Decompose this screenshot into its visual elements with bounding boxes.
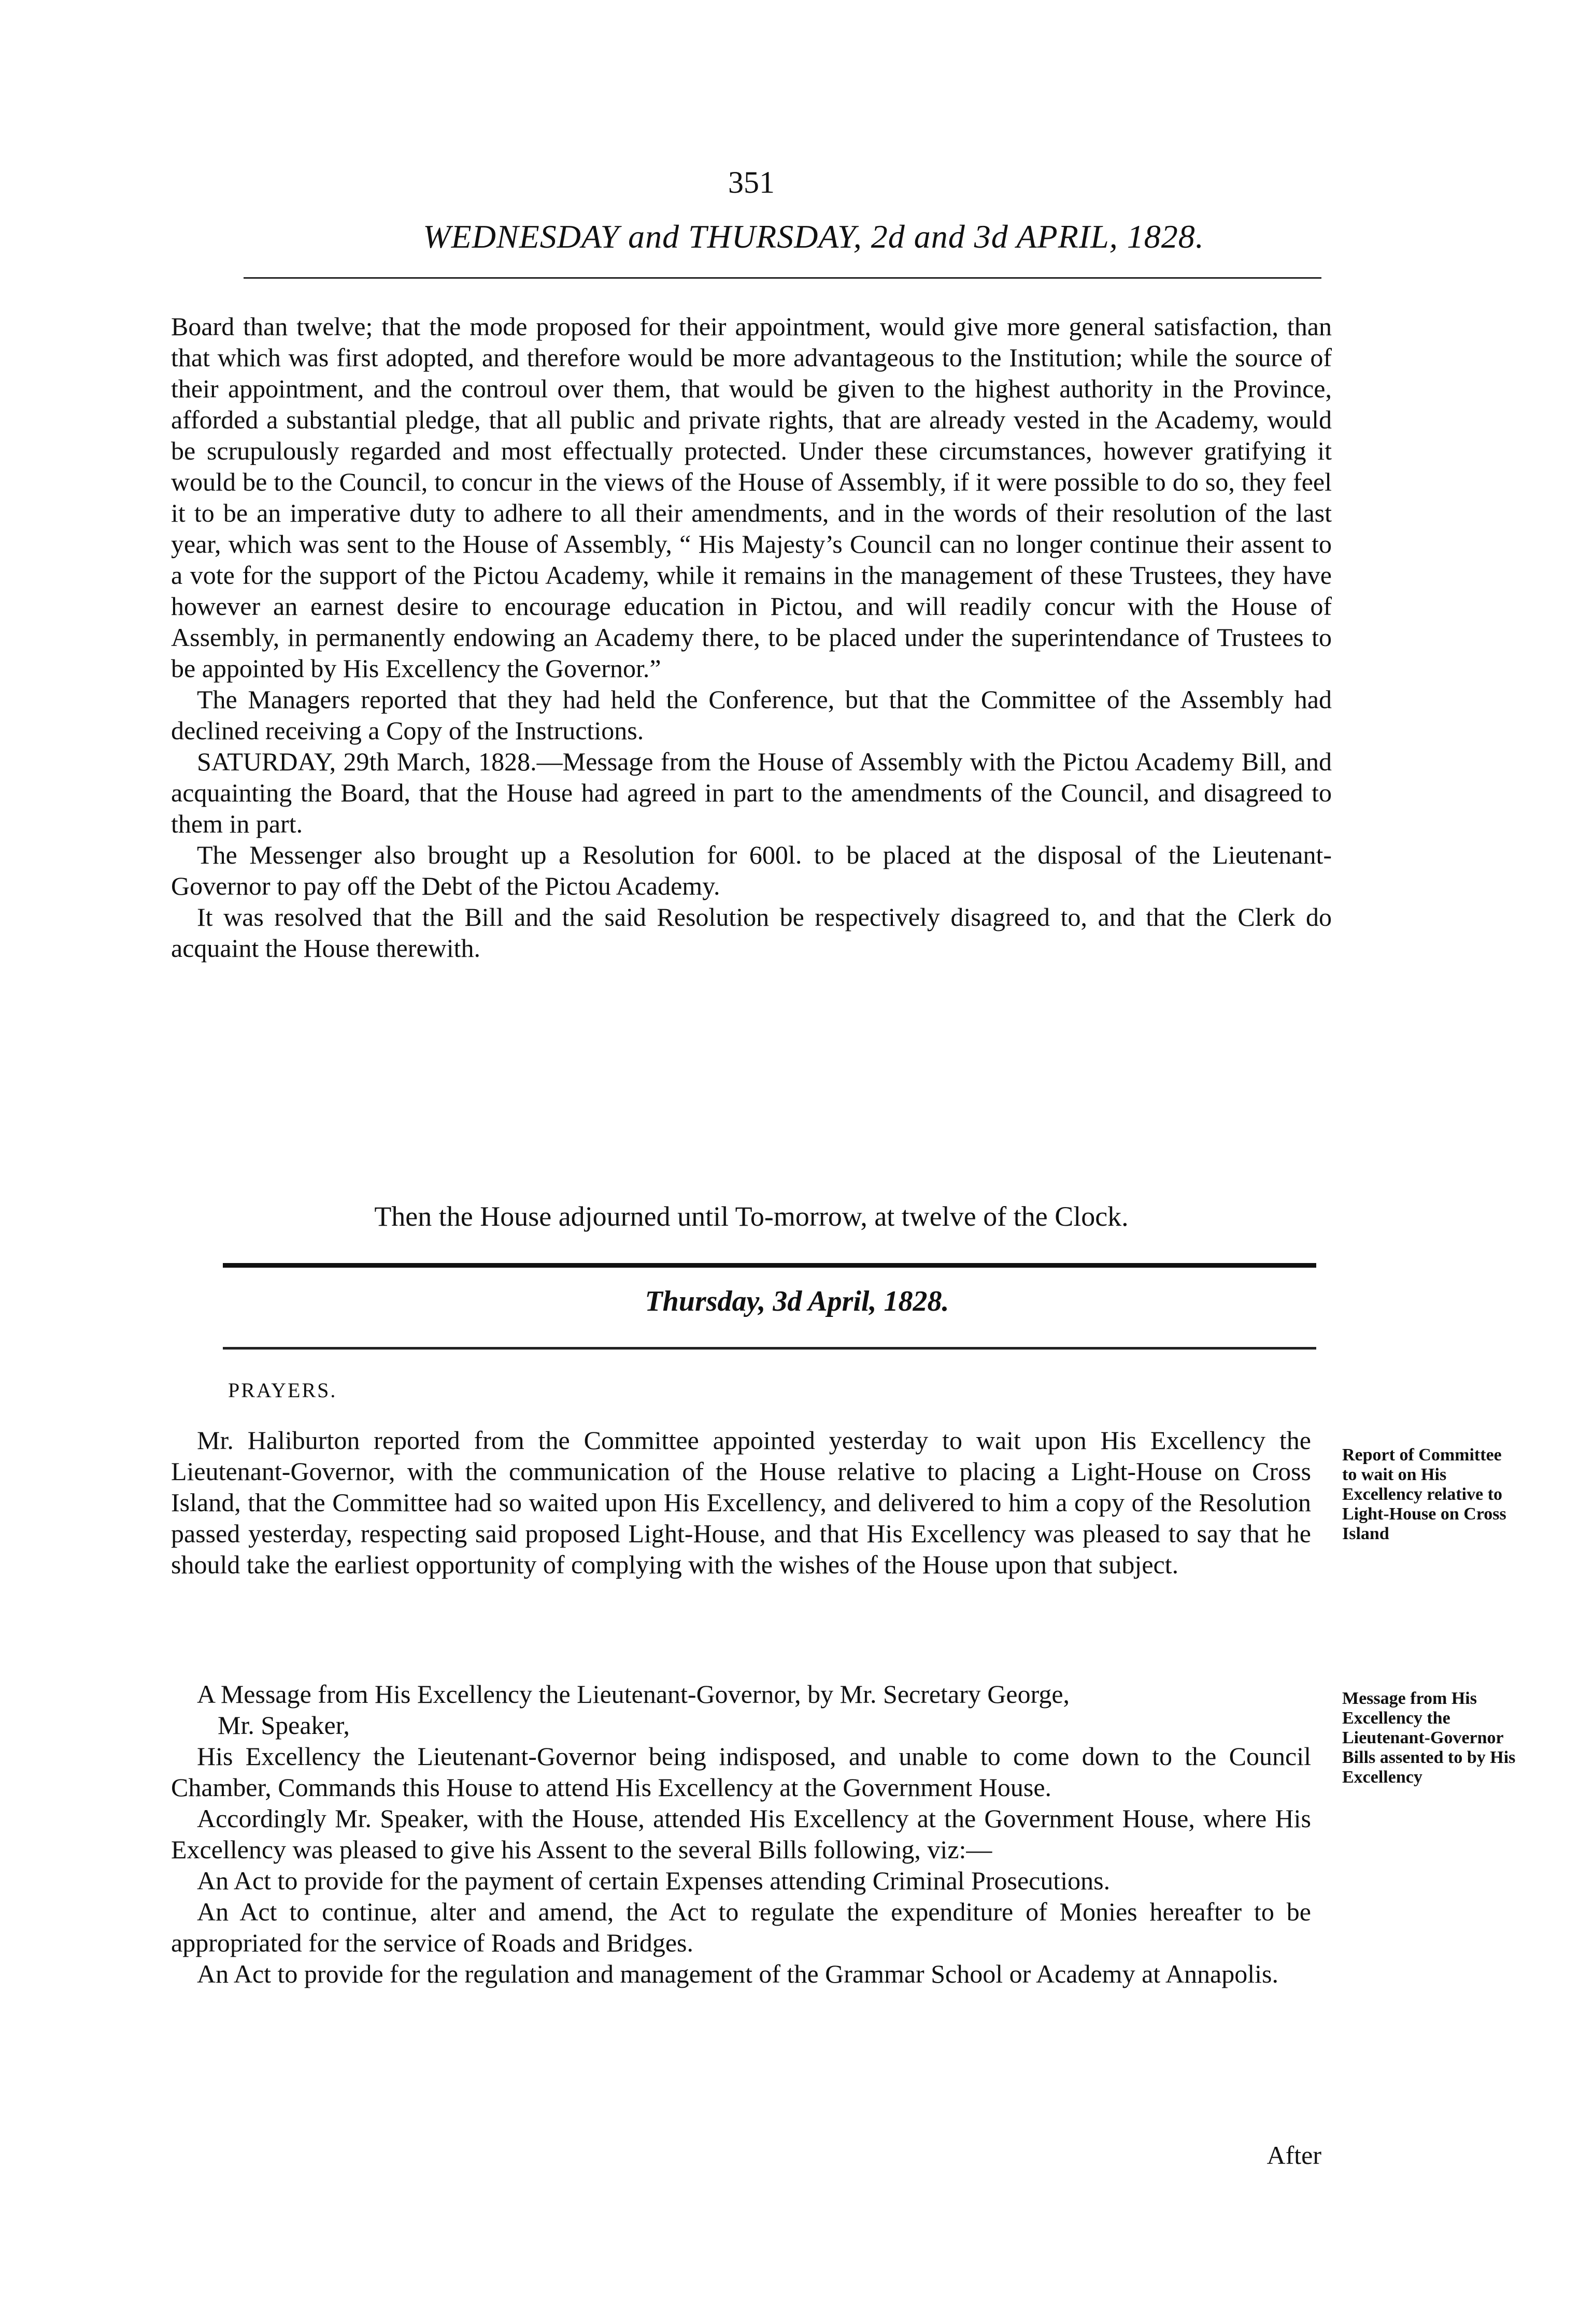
paragraph: An Act to continue, alter and amend, the Act to regulate the expenditure of Monies hereafter to be appropriated for the service of Roads and Bridges.	[171, 1897, 1311, 1957]
page-number: 351	[728, 165, 775, 199]
paragraph: Mr. Haliburton reported from the Committee appointed yesterday to wait upon His Excellency the Lieutenant-Governor, with the communication of the House relative to placing a Light-House on Cross Island, that the Committee had so waited upon His Excellency, and delivered to him a copy of the Resolution passed yesterday, respecting said proposed Light-House, and that His Excellency was pleased to say that he should take the earliest opportunity of complying with the wishes of the House upon that subject.	[171, 1426, 1311, 1579]
adjournment-line: Then the House adjourned until To-morrow, at twelve of the Clock.	[374, 1201, 1129, 1232]
paragraph: An Act to provide for the payment of certain Expenses attending Criminal Prosecutions.	[197, 1866, 1111, 1895]
paragraph: A Message from His Excellency the Lieutenant-Governor, by Mr. Secretary George,	[197, 1680, 1070, 1709]
section-council-message	[171, 311, 1332, 964]
section-haliburton-report	[171, 1425, 1311, 1580]
dateline: Thursday, 3d April, 1828.	[645, 1285, 949, 1317]
paragraph: Board than twelve; that the mode proposed for their appointment, would give more general satisfaction, than that which was first adopted, and therefore would be more advantageous to the Institution; while the source of their appointment, and the controul over them, that would be given to the highest authority in the Province, afforded a substantial pledge, that all public and private rights, that are already vested in the Academy, would be scrupulously regarded and most effectually protected. Under these circumstances, however gratifying it would be to the Council, to concur in the views of the House of Assembly, if it were possible to do so, they feel it to be an imperative duty to adhere to all their amendments, and in the words of their resolution of the last year, which was sent to the House of Assembly, “ His Majesty’s Council can no longer continue their assent to a vote for the support of the Pictou Academy, while it remains in the management of these Trustees, they have however an earnest desire to encourage education in Pictou, and will readily concur with the House of Assembly, in permanently endowing an Academy there, to be placed under the superintendance of Trustees to be appointed by His Excellency the Governor.”	[171, 312, 1332, 683]
section-rule	[223, 1263, 1316, 1268]
running-head: WEDNESDAY and THURSDAY, 2d and 3d APRIL, 1828.	[423, 218, 1204, 255]
paragraph: An Act to provide for the regulation and management of the Grammar School or Academy at Annapolis.	[197, 1959, 1278, 1988]
paragraph: Accordingly Mr. Speaker, with the House, attended His Excellency at the Government House, where His Excellency was pleased to give his Assent to the several Bills following, viz:—	[171, 1804, 1311, 1864]
salutation: Mr. Speaker,	[218, 1711, 350, 1740]
catchword: After	[1266, 2141, 1321, 2170]
paragraph: SATURDAY, 29th March, 1828.—Message from the House of Assembly with the Pictou Academy Bill, and acquainting the Board, that the House had agreed in part to the amendments of the Council, and disagreed to them in part.	[171, 747, 1332, 838]
margin-note: Report of Committee to wait on His Excellency relative to Light-House on Cross Island	[1342, 1445, 1506, 1543]
section-governor-message	[171, 1679, 1311, 1989]
paragraph: His Excellency the Lieutenant-Governor being indisposed, and unable to come down to the Council Chamber, Commands this House to attend His Excellency at the Government House.	[171, 1742, 1311, 1802]
paragraph: The Messenger also brought up a Resolution for 600l. to be placed at the disposal of the Lieutenant-Governor to pay off the Debt of the Pictou Academy.	[171, 840, 1332, 900]
paragraph: It was resolved that the Bill and the said Resolution be respectively disagreed to, and that the Clerk do acquaint the House therewith.	[171, 902, 1332, 963]
margin-note: Message from His Excellency the Lieutenant-Governor Bills assented to by His Excellency	[1342, 1689, 1516, 1787]
header-rule	[244, 277, 1321, 279]
prayers-heading: PRAYERS.	[228, 1379, 337, 1402]
paragraph: The Managers reported that they had held the Conference, but that the Committee of the Assembly had declined receiving a Copy of the Instructions.	[171, 685, 1332, 745]
dateline-rule	[223, 1347, 1316, 1350]
